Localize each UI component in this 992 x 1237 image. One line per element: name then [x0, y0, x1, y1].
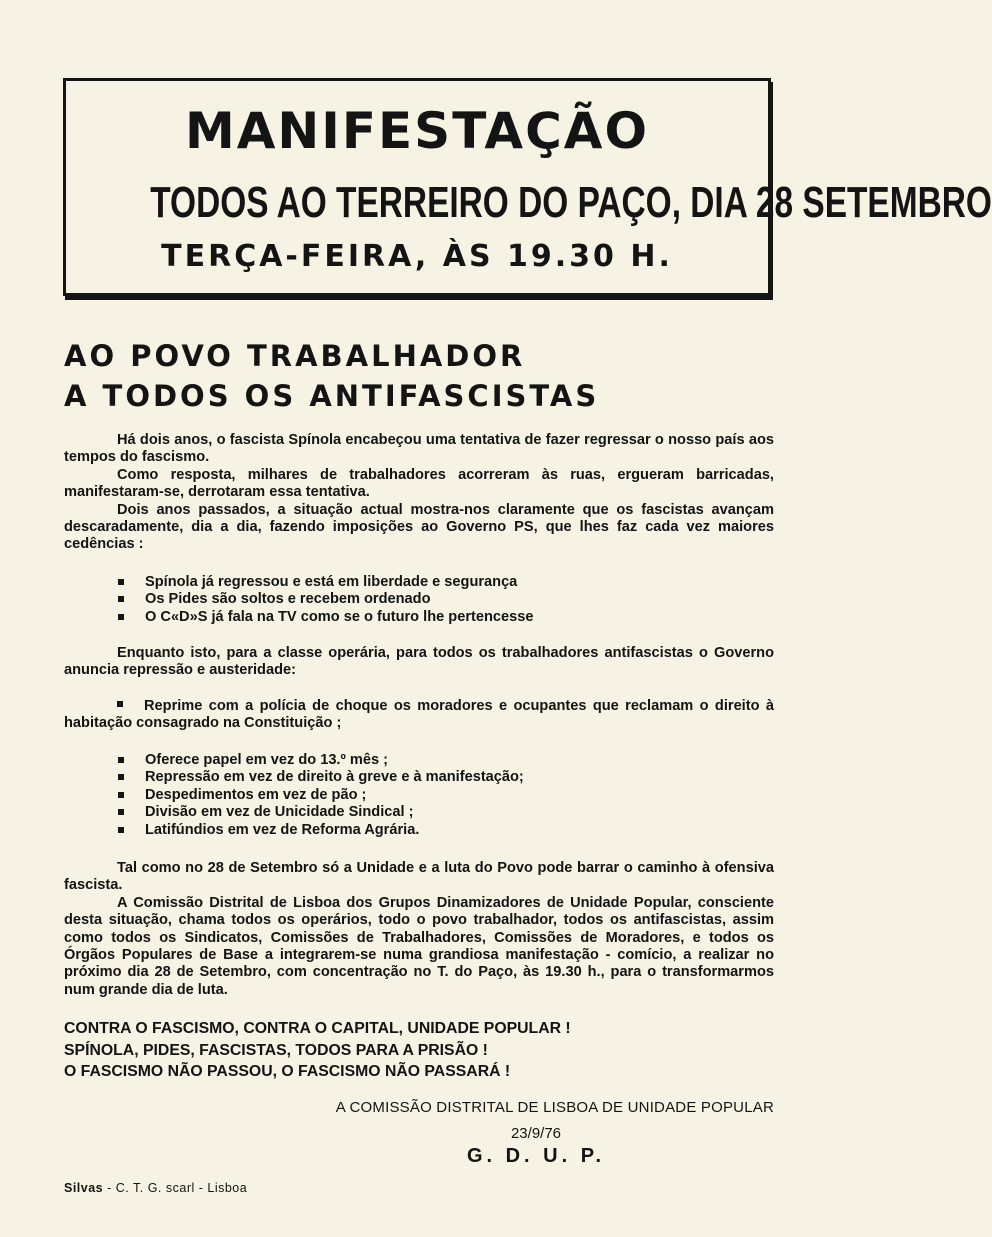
list-item — [118, 804, 524, 821]
list-item — [118, 787, 524, 804]
paragraph — [64, 698, 774, 733]
bullet-square-icon — [118, 792, 124, 798]
bullet-square-icon — [118, 757, 124, 763]
intro-paragraphs — [64, 432, 774, 554]
paragraph: A Comissão Distrital de Lisboa dos Grupos Dinamizadores de Unidade Popular, consciente desta situação, chama todos os operários, todo o povo trabalhador, todos os antifascistas, assim como todos os Sindicatos, Comissões de Trabalhadores, Comissões de Moradores, e todos os Órgãos Populares de Base a integrarem-se numa grandiosa manifestação - comício, a realizar no próximo dia 28 de Setembro, com concentração no T. do Paço, às 19.30 h., para o transformarmos num grande dia de luta. — [64, 894, 774, 998]
bullet-list-2 — [118, 752, 524, 839]
bullet-square-icon — [118, 596, 124, 602]
list-item — [118, 609, 533, 626]
bullet-square-icon — [118, 774, 124, 780]
address-heading — [64, 336, 599, 416]
header-time: TERÇA-FEIRA, ÀS 19.30 H. — [161, 239, 673, 274]
closing-paragraphs — [64, 860, 774, 999]
list-item-text: Repressão em vez de direito à greve e à manifestação; — [145, 769, 524, 786]
reprime-paragraph-block — [64, 698, 774, 733]
slogan-line: SPÍNOLA, PIDES, FASCISTAS, TODOS PARA A PRISÃO ! — [64, 1041, 488, 1059]
list-item-text: Os Pides são soltos e recebem ordenado — [145, 591, 431, 608]
paragraph: Como resposta, milhares de trabalhadores acorreram às ruas, ergueram barricadas, manifestaram-se, derrotaram essa tentativa. — [64, 466, 774, 501]
signature-org: G. D. U. P. — [466, 1145, 606, 1167]
paragraph-text: Reprime com a polícia de choque os moradores e ocupantes que reclamam o direito à habitação consagrado na Constituição ; — [64, 698, 774, 732]
list-item — [118, 574, 533, 591]
header-title: MANIFESTAÇÃO — [184, 102, 650, 160]
printer-name: Silvas — [64, 1181, 104, 1195]
bullet-square-icon — [118, 614, 124, 620]
paragraph: Dois anos passados, a situação actual mostra-nos claramente que os fascistas avançam descaradamente, dia a dia, fazendo imposições ao Governo PS, que lhes faz cada vez maiores cedências : — [64, 501, 774, 553]
list-item-text: Divisão em vez de Unicidade Sindical ; — [145, 804, 414, 821]
bullet-square-icon — [118, 827, 124, 833]
list-item — [118, 822, 524, 839]
list-item-text: Despedimentos em vez de pão ; — [145, 786, 367, 803]
paragraph: Tal como no 28 de Setembro só a Unidade e a luta do Povo pode barrar o caminho à ofensiva fascista. — [64, 860, 774, 894]
middle-paragraph-block — [64, 645, 774, 680]
paragraph: Enquanto isto, para a classe operária, para todos os trabalhadores antifascistas o Governo anuncia repressão e austeridade: — [64, 645, 774, 679]
list-item — [118, 591, 533, 608]
list-item — [118, 752, 524, 769]
paragraph: Há dois anos, o fascista Spínola encabeçou uma tentativa de fazer regressar o nosso país aos tempos do fascismo. — [64, 432, 774, 466]
printer-credit — [64, 1181, 247, 1195]
signature-line: A COMISSÃO DISTRITAL DE LISBOA DE UNIDADE POPULAR — [335, 1099, 774, 1116]
header-subtitle: TODOS AO TERREIRO DO PAÇO, DIA 28 SETEMBRO — [150, 178, 992, 227]
slogan-line: CONTRA O FASCISMO, CONTRA O CAPITAL, UNIDADE POPULAR ! — [64, 1020, 571, 1037]
address-line-2: A TODOS OS ANTIFASCISTAS — [64, 379, 600, 413]
list-item-text: Oferece papel em vez do 13.º mês ; — [145, 752, 388, 768]
bullet-list-1 — [118, 574, 533, 626]
list-item-text: Spínola já regressou e está em liberdade e segurança — [145, 574, 518, 590]
bullet-square-icon — [118, 809, 124, 815]
list-item — [118, 769, 524, 786]
header-box — [63, 78, 992, 296]
signature-block — [258, 1098, 774, 1167]
slogans — [64, 1018, 571, 1083]
signature-date: 23/9/76 — [510, 1125, 562, 1142]
bullet-square-icon — [118, 579, 124, 585]
address-line-1: AO POVO TRABALHADOR — [64, 339, 526, 373]
list-item-text: Latifúndios em vez de Reforma Agrária. — [145, 821, 420, 838]
printer-rest: - C. T. G. scarl - Lisboa — [107, 1181, 248, 1195]
list-item-text: O C«D»S já fala na TV como se o futuro lhe pertencesse — [145, 608, 534, 625]
bullet-square-icon — [117, 701, 123, 707]
slogan-line: O FASCISMO NÃO PASSOU, O FASCISMO NÃO PASSARÁ ! — [64, 1063, 511, 1080]
